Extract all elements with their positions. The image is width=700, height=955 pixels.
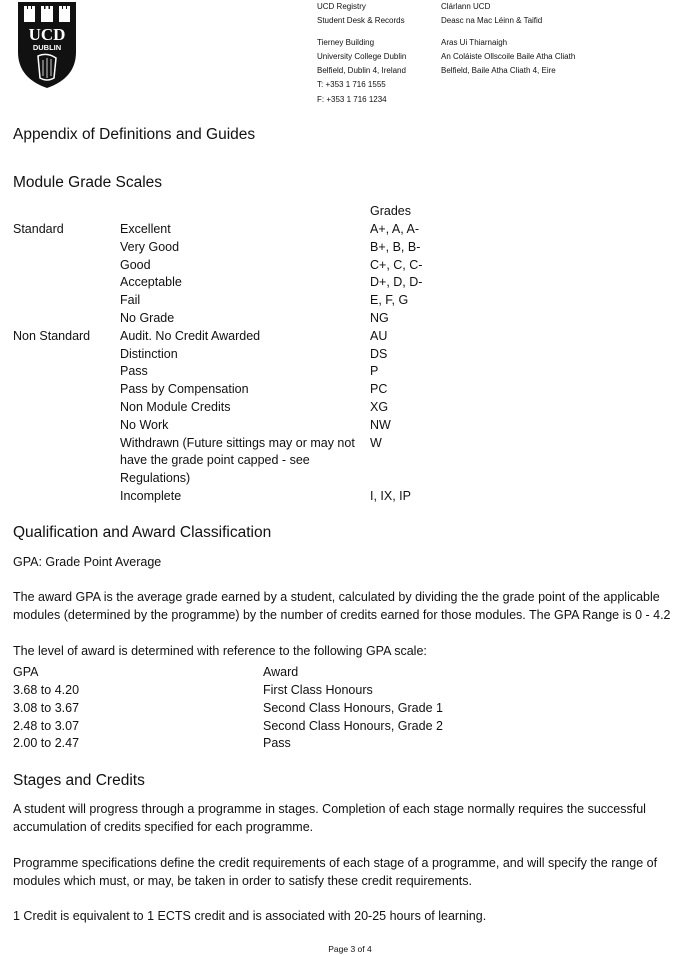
grade-cell-grades: NG xyxy=(370,311,389,325)
grade-cell-desc: have the grade point capped - see xyxy=(120,453,310,468)
grade-cell-grades: D+, D, D- xyxy=(370,275,423,290)
header-line: UCD Registry xyxy=(317,2,366,11)
gpa-cell-award: Pass xyxy=(263,736,291,751)
award-gpa-paragraph: The award GPA is the average grade earned by a student, calculated by dividing the the grade point of the applicable modules (determined by the programme) by the number of credits earned for those modules. The GPA Range is 0 - 4.2 xyxy=(13,590,671,622)
page-number: Page 3 of 4 xyxy=(328,944,372,954)
grade-cell-category: Standard xyxy=(13,222,64,236)
grade-cell-grades: W xyxy=(370,435,382,450)
gpa-cell-gpa: 2.48 to 3.07 xyxy=(13,718,80,733)
grade-cell-grades: C+, C, C- xyxy=(370,257,423,272)
grade-cell-grades: DS xyxy=(370,346,388,361)
grade-cell-desc: Acceptable xyxy=(120,275,182,290)
header-line: Clárlann UCD xyxy=(441,2,491,11)
grade-cell-desc: Fail xyxy=(120,293,141,308)
grade-cell-desc: Incomplete xyxy=(120,489,182,503)
header-line: Belfield, Baile Atha Cliath 4, Eire xyxy=(441,66,556,75)
grade-cell-grades: XG xyxy=(370,400,389,414)
grade-cell-grades: PC xyxy=(370,382,388,397)
page-title: Appendix of Definitions and Guides xyxy=(13,126,256,143)
grade-cell-desc: Good xyxy=(120,257,151,272)
grade-cell-grades: NW xyxy=(370,417,391,432)
gpa-cell-gpa: 2.00 to 2.47 xyxy=(13,736,80,751)
grade-cell-grades: P xyxy=(370,364,379,379)
stages-paragraph-3: 1 Credit is equivalent to 1 ECTS credit and is associated with 20-25 hours of learning. xyxy=(13,909,487,923)
gpa-cell-gpa: 3.68 to 4.20 xyxy=(13,683,80,697)
grade-cell-desc: No Work xyxy=(120,417,169,432)
grade-cell-desc: Withdrawn (Future sittings may or may not xyxy=(120,435,355,450)
header-line: Belfield, Dublin 4, Ireland xyxy=(317,66,406,75)
grade-cell-desc: Pass xyxy=(120,364,148,379)
stages-paragraph-2: Programme specifications define the credit requirements of each stage of a programme, and will specify the range of modules which must, or may, be taken in order to satisfy these credit requirements. xyxy=(13,856,658,888)
header-line: An Coláiste Ollscoile Baile Atha Cliath xyxy=(441,52,576,61)
header-line: Tierney Building xyxy=(317,38,375,47)
grade-cell-desc: No Grade xyxy=(120,311,175,325)
svg-text:DUBLIN: DUBLIN xyxy=(32,43,62,52)
svg-text:UCD: UCD xyxy=(28,25,66,44)
qualification-heading: Qualification and Award Classification xyxy=(13,524,272,541)
grade-cell-desc: Very Good xyxy=(120,239,180,254)
header-line: Aras Ui Thiarnaigh xyxy=(441,38,508,47)
stages-paragraph-1: A student will progress through a programme in stages. Completion of each stage normally requires the successful accumulation of credits specified for each programme. xyxy=(13,802,646,834)
grade-cell-grades: A+, A, A- xyxy=(370,222,419,236)
grade-cell-desc: Non Module Credits xyxy=(120,400,231,414)
grade-scales-heading: Module Grade Scales xyxy=(13,174,163,191)
grade-cell-desc: Pass by Compensation xyxy=(120,382,249,397)
gpa-column-header: GPA xyxy=(13,665,39,679)
header-line: T: +353 1 716 1555 xyxy=(317,80,386,89)
ucd-logo xyxy=(16,0,78,90)
grade-cell-desc: Regulations) xyxy=(120,471,191,486)
gpa-cell-award: First Class Honours xyxy=(263,683,373,697)
grade-cell-desc: Audit. No Credit Awarded xyxy=(120,328,261,343)
header-line: F: +353 1 716 1234 xyxy=(317,95,387,104)
grade-cell-grades: E, F, G xyxy=(370,293,409,308)
grade-cell-desc: Distinction xyxy=(120,346,178,361)
grade-cell-grades: AU xyxy=(370,328,388,343)
header-line: University College Dublin xyxy=(317,52,407,61)
grades-column-header: Grades xyxy=(370,204,411,218)
grade-cell-grades: I, IX, IP xyxy=(370,489,411,503)
award-column-header: Award xyxy=(263,665,299,679)
header-line: Student Desk & Records xyxy=(317,16,405,25)
gpa-cell-gpa: 3.08 to 3.67 xyxy=(13,700,80,715)
grade-cell-grades: B+, B, B- xyxy=(370,239,421,254)
grade-cell-category: Non Standard xyxy=(13,328,91,343)
header-line: Deasc na Mac Léinn & Taifid xyxy=(441,16,543,25)
gpa-cell-award: Second Class Honours, Grade 2 xyxy=(263,718,443,733)
gpa-cell-award: Second Class Honours, Grade 1 xyxy=(263,700,443,715)
stages-heading: Stages and Credits xyxy=(13,772,145,789)
award-level-paragraph: The level of award is determined with reference to the following GPA scale: xyxy=(13,644,427,658)
gpa-definition: GPA: Grade Point Average xyxy=(13,555,162,569)
grade-cell-desc: Excellent xyxy=(120,222,171,236)
